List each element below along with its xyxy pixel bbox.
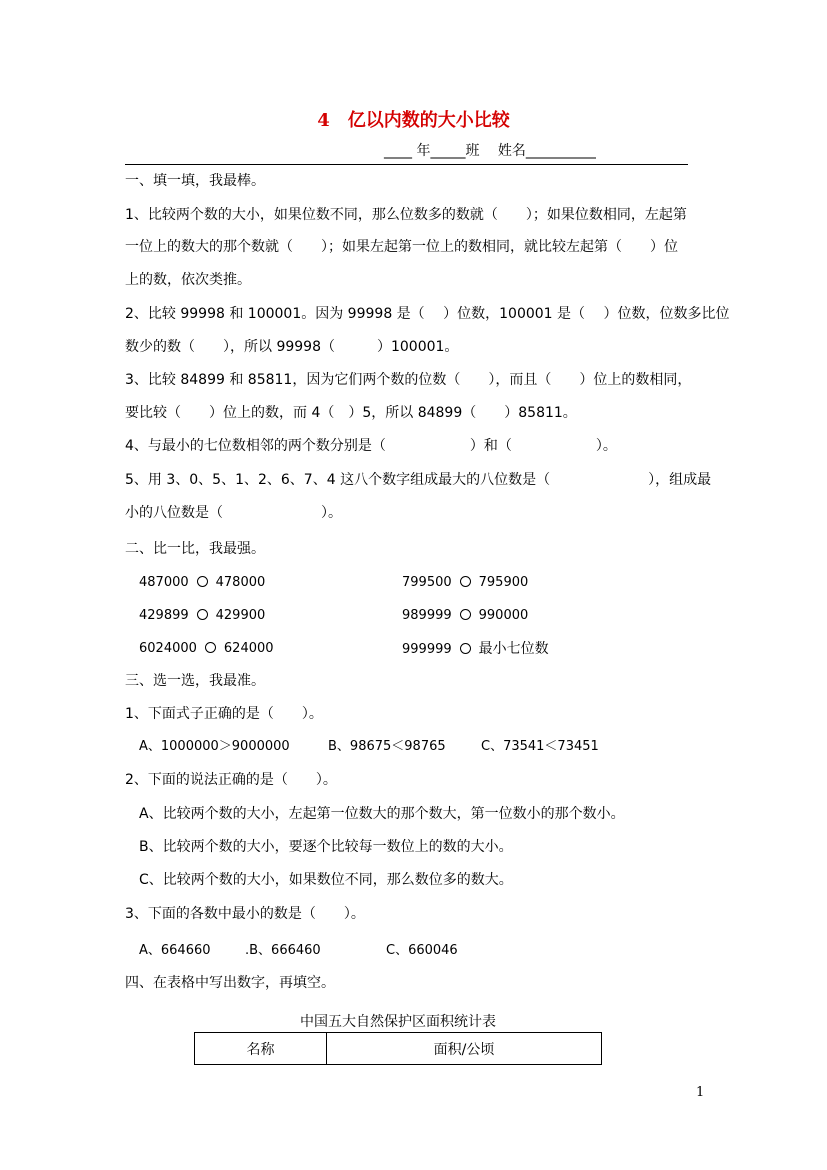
- s3-q3: 3、下面的各数中最小的数是（ ）。: [125, 906, 365, 922]
- compare-pair: [402, 639, 549, 660]
- s3-q2-option-b: B、比较两个数的大小，要逐个比较每一数位上的数的大小。: [139, 839, 513, 855]
- compare-right: 最小七位数: [478, 641, 549, 657]
- class-name-line: ____ 年_____班 姓名__________: [384, 143, 596, 159]
- compare-right: 429900: [215, 608, 266, 623]
- s3-q3-option-a: A、664660: [139, 943, 211, 958]
- compare-pair: [402, 573, 528, 593]
- page-number: 1: [696, 1085, 705, 1100]
- section4-heading: 四、在表格中写出数字，再填空。: [125, 975, 335, 991]
- area-table: [194, 1032, 602, 1065]
- compare-left: 6024000: [139, 641, 197, 656]
- compare-right: 990000: [478, 608, 529, 623]
- s3-q3-option-c: C、660046: [386, 943, 458, 958]
- s1-q1-line3: 上的数，依次类推。: [125, 272, 251, 288]
- s1-q3-line2: 要比较（ ）位上的数，而 4（ ）5，所以 84899（ ）85811。: [125, 405, 577, 421]
- compare-left: 799500: [402, 575, 452, 590]
- s1-q5-line2: 小的八位数是（ ）。: [125, 505, 342, 521]
- s3-q1-option-c: C、73541＜73451: [481, 739, 599, 754]
- compare-left: 487000: [139, 575, 189, 590]
- compare-left: 429899: [139, 608, 189, 623]
- compare-circle-icon[interactable]: [460, 609, 471, 620]
- section2-heading: 二、比一比，我最强。: [125, 541, 265, 557]
- compare-circle-icon[interactable]: [197, 576, 208, 587]
- compare-pair: [139, 573, 265, 593]
- s1-q2-line2: 数少的数（ ），所以 99998（ ）100001。: [125, 339, 459, 355]
- compare-right: 478000: [215, 575, 266, 590]
- s1-q5-line1: 5、用 3、0、5、1、2、6、7、4 这八个数字组成最大的八位数是（ ），组成最: [125, 472, 712, 488]
- s3-q1: 1、下面式子正确的是（ ）。: [125, 706, 323, 722]
- table-header-row: [195, 1033, 602, 1065]
- s1-q2-line1: 2、比较 99998 和 100001。因为 99998 是（ ）位数，100001 是（ ）位数，位数多比位: [125, 306, 730, 322]
- s3-q2: 2、下面的说法正确的是（ ）。: [125, 772, 337, 788]
- column-header-name: 名称: [195, 1033, 327, 1065]
- compare-pair: [402, 606, 528, 626]
- compare-circle-icon[interactable]: [460, 643, 471, 654]
- section3-heading: 三、选一选，我最准。: [125, 673, 265, 689]
- s3-q3-option-b: .B、666460: [245, 943, 321, 958]
- s1-q1-line1: 1、比较两个数的大小，如果位数不同，那么位数多的数就（ ）；如果位数相同，左起第: [125, 207, 687, 223]
- compare-circle-icon[interactable]: [460, 576, 471, 587]
- compare-circle-icon[interactable]: [197, 609, 208, 620]
- page-title: 4 亿以内数的大小比较: [317, 110, 510, 131]
- compare-circle-icon[interactable]: [205, 642, 216, 653]
- header-divider: [125, 164, 688, 165]
- compare-pair: [139, 606, 265, 626]
- s3-q2-option-a: A、比较两个数的大小，左起第一位数大的那个数大，第一位数小的那个数小。: [139, 806, 625, 822]
- s3-q1-option-a: A、1000000＞9000000: [139, 739, 290, 754]
- s3-q2-option-c: C、比较两个数的大小，如果数位不同，那么数位多的数大。: [139, 872, 513, 888]
- compare-right: 624000: [223, 641, 274, 656]
- s1-q1-line2: 一位上的数大的那个数就（ ）；如果左起第一位上的数相同，就比较左起第（ ）位: [125, 239, 678, 255]
- compare-left: 989999: [402, 608, 452, 623]
- section1-heading: 一、填一填，我最棒。: [125, 173, 265, 189]
- compare-left: 999999: [402, 642, 452, 657]
- s1-q3-line1: 3、比较 84899 和 85811，因为它们两个数的位数（ ），而且（ ）位上的数相同，: [125, 372, 692, 388]
- compare-right: 795900: [478, 575, 529, 590]
- table-caption: 中国五大自然保护区面积统计表: [300, 1014, 496, 1030]
- s3-q1-option-b: B、98675＜98765: [328, 739, 446, 754]
- compare-pair: [139, 639, 274, 659]
- s1-q4: 4、与最小的七位数相邻的两个数分别是（ ）和（ ）。: [125, 438, 617, 454]
- column-header-area: 面积/公顷: [327, 1033, 602, 1065]
